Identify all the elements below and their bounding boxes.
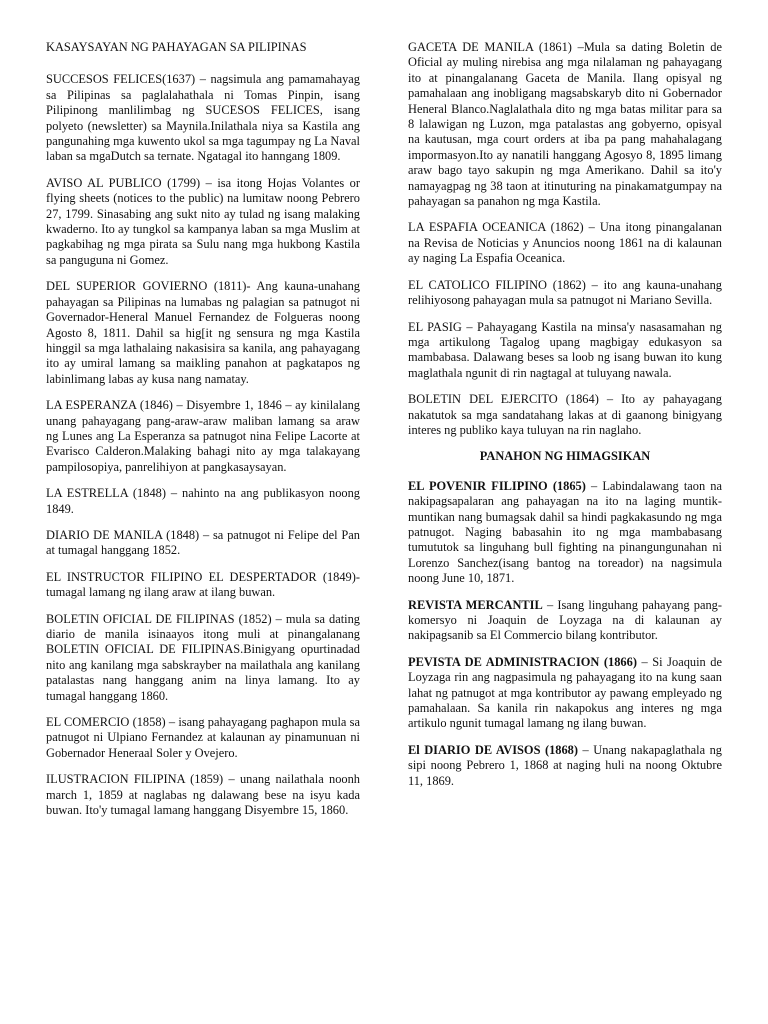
entry-el-comercio: EL COMERCIO (1858) – isang pahayagang paghapon mula sa patnugot ni Ulpiano Fernandez at kalaunan ay pinamunuan ni Gobernador Heneraal Soler y Ovejero. — [46, 715, 360, 760]
entry-el-pasig: EL PASIG – Pahayagang Kastila na minsa'y nasasamahan ng mga artikulong Tagalog upang magbigay edukasyon sa mambabasa. Dalawang beses sa loob ng isang buwan ito kung maglathala ngunit di rin nagtagal at tuluyang nawala. — [408, 319, 722, 380]
left-column — [46, 40, 360, 1024]
entry-body: – Si Joaquin de Loyzaga rin ang nagpasimula ng pahayagang ito na kung saan lahat ng patnugot at mga kontributor ay pawang empleyado ng pamahalaan. Sa kanila rin nakapokus ang interes ng mga artikulo ngunit tumagal lamang ng ilang buwan. — [408, 654, 722, 731]
entry-ilustracion-filipina: ILUSTRACION FILIPINA (1859) – unang nailathala noonh march 1, 1859 at naglabas ng dalawang bese na isyu kada buwan. Ito'y tumagal lamang hanggang Disyembre 15, 1860. — [46, 772, 360, 818]
entry-body: – Unang nakapaglathala ng sipi noong Pebrero 1, 1868 at naging huli na noong Oktubre 11, 1869. — [408, 742, 723, 788]
entry-boletin-del-ejercito: BOLETIN DEL EJERCITO (1864) – Ito ay pahayagang nakatutok sa mga sandatahang lakas at di gaanong binigyang interes ng publiko kaya tuluyan na rin naglaho. — [408, 392, 722, 437]
entry-pevista-de-administracion — [408, 655, 722, 732]
entry-head: PEVISTA DE ADMINISTRACION (1866) — [408, 654, 637, 669]
entry-body: – Isang linguhang pahayang pang-komersyo ni Joaquin de Loyzaga na di kalaunan ay nakipagsanib sa El Commercio bilang kontributor. — [408, 597, 723, 643]
entry-head: El DIARIO DE AVISOS (1868) — [408, 742, 579, 757]
entry-del-superior-govierno: DEL SUPERIOR GOVIERNO (1811)- Ang kauna-unahang pahayagan sa Pilipinas na lumabas ng palagian sa patnugot ni Governador-Heneral Manuel Fernandez de Folgueras noong Agosto 8, 1811. Dahil sa hig[it ng sensura ng mga Kastila hinggil sa mga lathalaing nakasisira sa kanila, ang pahayagang ito ay umiral lamang sa maikling panahon at pagkatapos ng labinlimang labas ay kusa nang namatay. — [46, 279, 360, 386]
entry-succesos-felices: SUCCESOS FELICES(1637) – nagsimula ang pamamahayag sa Pilipinas sa paglalahathala ni Tomas Pinpin, isang Pilipinong manlilimbag ng SUCESOS FELICES, isang polyeto (newsletter) sa Maynila.Inilathala niya sa Kastila ang pangunahing mga kuwento ukol sa mga tagumpay ng La Naval laban sa mgaDutch sa ternate. Ngatagal ito hanngang 1809. — [46, 72, 360, 164]
entry-gaceta-de-manila: GACETA DE MANILA (1861) –Mula sa dating Boletin de Oficial ay muling nirebisa ang mga nilalaman ng pahayagang ito at pinangalanang Gaceta de Manila. Ilang opisyal ng pamahalaan ang inobligang magsabskaryb dito ni Gobernador Heneral Blanco.Naglalathala dito ng mga batas militar para sa 8 lalawigan ng Luzon, mga patalastas ang gobyerno, opisyal na kautusan, mga court orders at iba pa pang mahahalagang impormasyon.Ito ay nanatili hanggang Agosyo 8, 1895 limang araw bago tayo sakupin ng mga Amerikano. Dahil sa ito'y namayagpag ng 38 taon at itinuturing na pinakamatgumpay na pahayagan sa panahon ng mga Kastila. — [408, 40, 722, 209]
entry-la-estrella: LA ESTRELLA (1848) – nahinto na ang publikasyon noong 1849. — [46, 486, 360, 516]
entry-head: EL POVENIR FILIPINO (1865) — [408, 478, 586, 493]
entry-revista-mercantil — [408, 598, 722, 644]
entry-el-povenir-filipino — [408, 479, 722, 587]
entry-el-instructor-filipino: EL INSTRUCTOR FILIPINO EL DESPERTADOR (1849)- tumagal lamang ng ilang araw at ilang buwan. — [46, 569, 360, 600]
entry-body: – Labindalawang taon na nakipagsapalaran ang pahayagan na ito na laging muntik-muntikan nang bumagsak dahil sa hindi pagkakasundo ng mga patnugot. Naging babasahin ito ng mga mambabasang tumututok sa linguhang bull fighting na pinangungunahan ni Lorenzo Sanchez(isang bantog na toreador) na nagsimula noong June 10, 1871. — [408, 478, 722, 586]
entry-boletin-oficial: BOLETIN OFICIAL DE FILIPINAS (1852) – mula sa dating diario de manila isinaayos itong muli at pinangalanang BOLETIN OFICIAL DE FILIPINAS.Binigyang opurtinadad nito ang kanilang mga sabskrayber na mailathala ang kanilang patalastas nang hanggang anim na linya lamang. Ito ay tumagal hanggang 1860. — [46, 611, 360, 703]
section-heading: PANAHON NG HIMAGSIKAN — [479, 449, 651, 464]
entry-la-esperanza: LA ESPERANZA (1846) – Disyembre 1, 1846 – ay kinilalang unang pahayagang pang-araw-araw maliban lamang sa araw ng Lunes ang La Esperanza sa patnugot nina Felipe Lacorte at Evarisco Calderon.Malaking bahagi nito ay mga talakayang pampilosopiya, panrelihiyon at pangkasaysayan. — [46, 398, 360, 474]
entry-el-diario-de-avisos — [408, 743, 722, 789]
document-title: KASAYSAYAN NG PAHAYAGAN SA PILIPINAS — [46, 40, 307, 54]
right-column — [408, 40, 722, 1024]
entry-el-catolico-filipino: EL CATOLICO FILIPINO (1862) – ito ang kauna-unahang relihiyosong pahayagan mula sa patnugot ni Mariano Sevilla. — [408, 277, 722, 308]
entry-diario-de-manila: DIARIO DE MANILA (1848) – sa patnugot ni Felipe del Pan at tumagal hanggang 1852. — [46, 527, 360, 558]
entry-aviso-al-publico: AVISO AL PUBLICO (1799) – isa itong Hojas Volantes or flying sheets (notices to the public) na lumitaw noong Pebrero 27, 1799. Sinasabing ang sukt nito ay tulad ng isang malaking kwaderno. Ito ay tungkol sa kampanya laban sa mga Muslim at pagkabihag ng mga pirata sa Sulu nang mga hukbong Kastila sa panguguna ni Gomez. — [46, 175, 360, 267]
entry-head: REVISTA MERCANTIL — [408, 597, 543, 612]
entry-la-espafia-oceanica: LA ESPAFIA OCEANICA (1862) – Una itong pinangalanan na Revisa de Noticias y Anuncios noong 1861 na di kalaunan ay naging La Espafia Oceanica. — [408, 220, 722, 266]
